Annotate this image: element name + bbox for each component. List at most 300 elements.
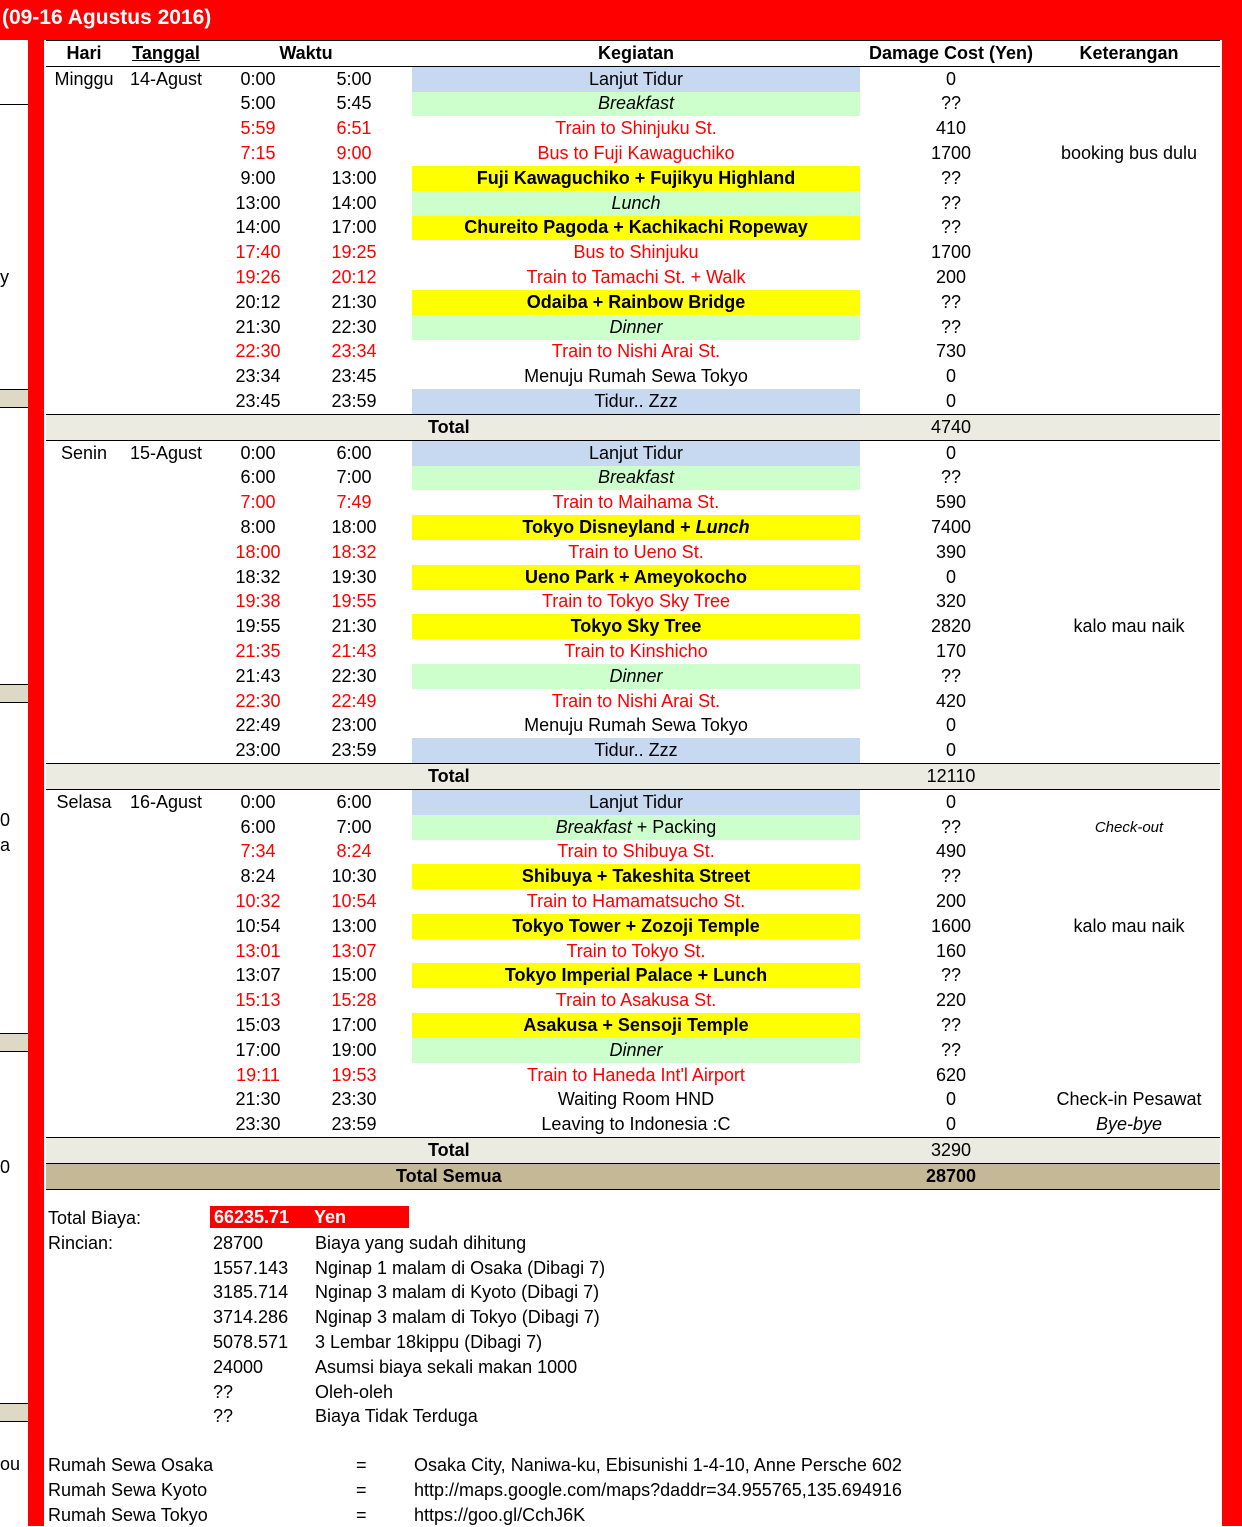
keterangan bbox=[1038, 66, 1220, 91]
activity: Breakfast bbox=[412, 92, 860, 117]
day-total-row bbox=[46, 764, 1220, 790]
day-name bbox=[46, 914, 122, 939]
day-name bbox=[46, 689, 122, 714]
damage-cost: 0 bbox=[945, 1089, 956, 1110]
schedule-row bbox=[46, 216, 1220, 241]
damage-cost: ?? bbox=[940, 665, 962, 686]
end-time: 20:12 bbox=[331, 267, 377, 288]
schedule-row bbox=[46, 265, 1220, 290]
start-time: 15:03 bbox=[235, 1014, 281, 1035]
day-date bbox=[122, 639, 210, 664]
activity bbox=[412, 515, 860, 540]
schedule-row bbox=[46, 191, 1220, 216]
address-row bbox=[48, 1478, 1218, 1503]
start-time: 5:59 bbox=[240, 118, 276, 139]
keterangan bbox=[1038, 939, 1220, 964]
end-time: 23:59 bbox=[331, 740, 377, 761]
day-date bbox=[122, 864, 210, 889]
rincian-value: ?? bbox=[213, 1406, 234, 1427]
day-date bbox=[122, 1013, 210, 1038]
end-time: 13:07 bbox=[331, 940, 377, 961]
edge-divider bbox=[0, 104, 28, 105]
keterangan: booking bus dulu bbox=[1060, 143, 1198, 164]
schedule-row bbox=[46, 914, 1220, 939]
itinerary-body bbox=[46, 66, 1220, 1189]
damage-cost: ?? bbox=[940, 965, 962, 986]
end-time: 21:30 bbox=[331, 291, 377, 312]
keterangan bbox=[1038, 738, 1220, 763]
end-time: 23:45 bbox=[331, 366, 377, 387]
day-date bbox=[122, 664, 210, 689]
day-date bbox=[122, 714, 210, 739]
keterangan bbox=[1038, 290, 1220, 315]
end-time: 23:59 bbox=[331, 1114, 377, 1135]
keterangan bbox=[1038, 1013, 1220, 1038]
rincian-row bbox=[48, 1355, 1218, 1380]
start-time: 21:35 bbox=[235, 641, 281, 662]
keterangan: kalo mau naik bbox=[1073, 616, 1185, 637]
end-time: 6:00 bbox=[336, 442, 372, 463]
spacer bbox=[402, 265, 412, 290]
day-name bbox=[46, 565, 122, 590]
activity: Train to Shinjuku St. bbox=[555, 118, 717, 139]
keterangan bbox=[1038, 364, 1220, 389]
damage-cost: ?? bbox=[940, 866, 962, 887]
grand-total-value: 28700 bbox=[864, 1163, 1038, 1189]
end-time: 23:30 bbox=[331, 1089, 377, 1110]
start-time: 19:55 bbox=[235, 616, 281, 637]
day-date bbox=[122, 389, 210, 414]
schedule-row bbox=[46, 315, 1220, 340]
cost-summary bbox=[48, 1206, 1218, 1429]
day-total-row bbox=[46, 1138, 1220, 1164]
damage-cost: 590 bbox=[935, 492, 967, 513]
day-name bbox=[46, 988, 122, 1013]
spacer bbox=[402, 290, 412, 315]
edge-text-y: y bbox=[0, 267, 9, 287]
activity: Chureito Pagoda + Kachikachi Ropeway bbox=[412, 216, 860, 241]
schedule-row bbox=[46, 738, 1220, 763]
keterangan bbox=[1038, 92, 1220, 117]
start-time: 9:00 bbox=[240, 167, 276, 188]
keterangan bbox=[1038, 515, 1220, 540]
activity: Ueno Park + Ameyokocho bbox=[412, 565, 860, 590]
start-time: 15:13 bbox=[235, 990, 281, 1011]
start-time: 17:00 bbox=[235, 1039, 281, 1060]
end-time: 19:00 bbox=[331, 1039, 377, 1060]
header-damage-cost: Damage Cost (Yen) bbox=[864, 41, 1038, 67]
spacer bbox=[402, 389, 412, 414]
keterangan bbox=[1038, 988, 1220, 1013]
schedule-row bbox=[46, 789, 1220, 814]
header-tanggal: Tanggal bbox=[122, 41, 210, 67]
end-time: 13:00 bbox=[331, 167, 377, 188]
activity: Train to Nishi Arai St. bbox=[551, 690, 721, 711]
spacer bbox=[402, 988, 412, 1013]
day-name bbox=[46, 216, 122, 241]
keterangan bbox=[1038, 389, 1220, 414]
end-time: 7:49 bbox=[336, 492, 372, 513]
day-date bbox=[122, 914, 210, 939]
address-value: Osaka City, Naniwa-ku, Ebisunishi 1-4-10, Anne Persche 602 bbox=[414, 1455, 902, 1475]
damage-cost: ?? bbox=[940, 316, 962, 337]
day-name bbox=[46, 265, 122, 290]
keterangan bbox=[1038, 864, 1220, 889]
total-biaya-value: 66235.71 bbox=[214, 1207, 290, 1227]
day-date bbox=[122, 614, 210, 639]
day-name bbox=[46, 664, 122, 689]
day-name bbox=[46, 92, 122, 117]
schedule-row bbox=[46, 639, 1220, 664]
schedule-row bbox=[46, 490, 1220, 515]
spacer bbox=[402, 1013, 412, 1038]
damage-cost: 0 bbox=[945, 68, 956, 89]
rincian-row bbox=[48, 1256, 1218, 1281]
start-time: 10:54 bbox=[235, 915, 281, 936]
schedule-row bbox=[46, 364, 1220, 389]
activity: Tokyo Tower + Zozoji Temple bbox=[412, 914, 860, 939]
end-time: 18:00 bbox=[331, 517, 377, 538]
keterangan bbox=[1038, 340, 1220, 365]
end-time: 19:25 bbox=[331, 242, 377, 263]
damage-cost: ?? bbox=[940, 192, 962, 213]
keterangan bbox=[1038, 565, 1220, 590]
start-time: 23:34 bbox=[235, 366, 281, 387]
day-name bbox=[46, 939, 122, 964]
keterangan bbox=[1038, 639, 1220, 664]
activity: Odaiba + Rainbow Bridge bbox=[412, 290, 860, 315]
schedule-row bbox=[46, 240, 1220, 265]
start-time: 22:30 bbox=[235, 341, 281, 362]
day-name bbox=[46, 515, 122, 540]
activity: Waiting Room HND bbox=[557, 1089, 715, 1110]
keterangan bbox=[1038, 963, 1220, 988]
spacer bbox=[402, 240, 412, 265]
activity: Train to Shibuya St. bbox=[557, 841, 715, 862]
damage-cost: 200 bbox=[935, 267, 967, 288]
itinerary-table bbox=[46, 40, 1220, 1190]
spacer bbox=[402, 440, 412, 465]
end-time: 13:00 bbox=[331, 915, 377, 936]
spacer bbox=[402, 1112, 412, 1137]
sheet-title: (09-16 Agustus 2016) bbox=[2, 6, 212, 29]
day-name bbox=[46, 116, 122, 141]
end-time: 10:54 bbox=[331, 890, 377, 911]
rincian-value: 5078.571 bbox=[213, 1331, 289, 1352]
damage-cost: ?? bbox=[940, 816, 962, 837]
spacer bbox=[402, 664, 412, 689]
spacer bbox=[402, 840, 412, 865]
day-name bbox=[46, 364, 122, 389]
day-date bbox=[122, 988, 210, 1013]
schedule-row bbox=[46, 1112, 1220, 1137]
day-date bbox=[122, 216, 210, 241]
activity: Train to Hamamatsucho St. bbox=[526, 890, 746, 911]
schedule-row bbox=[46, 1063, 1220, 1088]
day-name bbox=[46, 315, 122, 340]
day-name bbox=[46, 738, 122, 763]
schedule-row bbox=[46, 1087, 1220, 1112]
damage-cost: 0 bbox=[945, 566, 956, 587]
end-time: 7:00 bbox=[336, 467, 372, 488]
activity: Dinner bbox=[412, 315, 860, 340]
day-date bbox=[122, 466, 210, 491]
edge-bar bbox=[0, 1033, 28, 1052]
rincian-row bbox=[48, 1330, 1218, 1355]
activity: Train to Ueno St. bbox=[568, 541, 704, 562]
keterangan bbox=[1038, 664, 1220, 689]
activity: Train to Tamachi St. + Walk bbox=[526, 267, 746, 288]
spacer bbox=[402, 540, 412, 565]
right-red-border bbox=[1222, 40, 1242, 1526]
edge-text-ou: ou bbox=[0, 1454, 21, 1474]
start-time: 7:34 bbox=[240, 841, 276, 862]
start-time: 10:32 bbox=[235, 890, 281, 911]
spacer bbox=[402, 66, 412, 91]
activity: Tokyo Imperial Palace + Lunch bbox=[412, 963, 860, 988]
end-time: 23:59 bbox=[331, 391, 377, 412]
schedule-row bbox=[46, 66, 1220, 91]
rincian-desc: Asumsi biaya sekali makan 1000 bbox=[315, 1356, 578, 1377]
schedule-row bbox=[46, 864, 1220, 889]
activity: Lanjut Tidur bbox=[412, 440, 860, 465]
damage-cost: 1600 bbox=[930, 915, 972, 936]
start-time: 23:30 bbox=[235, 1114, 281, 1135]
left-red-border bbox=[28, 40, 44, 1526]
spacer bbox=[402, 1038, 412, 1063]
address-list bbox=[48, 1453, 1218, 1527]
end-time: 21:30 bbox=[331, 616, 377, 637]
schedule-row bbox=[46, 389, 1220, 414]
damage-cost: 1700 bbox=[930, 242, 972, 263]
day-name bbox=[46, 815, 122, 840]
start-time: 8:24 bbox=[240, 866, 276, 887]
end-time: 15:00 bbox=[331, 965, 377, 986]
day-date bbox=[122, 939, 210, 964]
start-time: 13:01 bbox=[235, 940, 281, 961]
day-name bbox=[46, 166, 122, 191]
start-time: 0:00 bbox=[240, 68, 276, 89]
start-time: 23:00 bbox=[235, 740, 281, 761]
day-name bbox=[46, 389, 122, 414]
address-equals: = bbox=[356, 1455, 367, 1475]
spacer bbox=[402, 590, 412, 615]
day-total-value: 3290 bbox=[864, 1138, 1038, 1164]
activity: Bus to Fuji Kawaguchiko bbox=[537, 143, 735, 164]
damage-cost: ?? bbox=[940, 217, 962, 238]
rincian-row bbox=[48, 1380, 1218, 1405]
activity: Asakusa + Sensoji Temple bbox=[412, 1013, 860, 1038]
day-name bbox=[46, 490, 122, 515]
rincian-value: 24000 bbox=[213, 1356, 264, 1377]
day-name bbox=[46, 1038, 122, 1063]
day-name: Senin bbox=[60, 442, 108, 463]
activity: Tidur.. Zzz bbox=[412, 738, 860, 763]
day-date bbox=[122, 290, 210, 315]
start-time: 7:15 bbox=[240, 143, 276, 164]
start-time: 5:00 bbox=[240, 93, 276, 114]
schedule-row bbox=[46, 614, 1220, 639]
damage-cost: 7400 bbox=[930, 517, 972, 538]
rincian-desc: Nginap 1 malam di Osaka (Dibagi 7) bbox=[315, 1257, 606, 1278]
schedule-row bbox=[46, 963, 1220, 988]
address-value: http://maps.google.com/maps?daddr=34.955765,135.694916 bbox=[414, 1479, 902, 1500]
day-date bbox=[122, 963, 210, 988]
schedule-row bbox=[46, 840, 1220, 865]
start-time: 21:30 bbox=[235, 1089, 281, 1110]
end-time: 19:53 bbox=[331, 1064, 377, 1085]
damage-cost: ?? bbox=[940, 291, 962, 312]
spacer bbox=[402, 889, 412, 914]
day-name bbox=[46, 466, 122, 491]
day-total-label: Total bbox=[46, 764, 864, 790]
start-time: 19:38 bbox=[235, 591, 281, 612]
day-total-label: Total bbox=[46, 414, 864, 440]
day-date: 14-Agust bbox=[129, 68, 203, 89]
start-time: 6:00 bbox=[240, 816, 276, 837]
day-total-label: Total bbox=[46, 1138, 864, 1164]
day-date bbox=[122, 738, 210, 763]
activity: Shibuya + Takeshita Street bbox=[412, 864, 860, 889]
schedule-row bbox=[46, 440, 1220, 465]
keterangan bbox=[1038, 490, 1220, 515]
day-name: Minggu bbox=[54, 68, 114, 89]
start-time: 17:40 bbox=[235, 242, 281, 263]
start-time: 6:00 bbox=[240, 467, 276, 488]
end-time: 22:30 bbox=[331, 316, 377, 337]
damage-cost: 0 bbox=[945, 740, 956, 761]
edge-bar bbox=[0, 389, 28, 408]
damage-cost: 620 bbox=[935, 1064, 967, 1085]
activity: Menuju Rumah Sewa Tokyo bbox=[524, 715, 748, 736]
header-hari: Hari bbox=[46, 41, 122, 67]
spacer bbox=[402, 1063, 412, 1088]
day-date bbox=[122, 889, 210, 914]
day-date bbox=[122, 689, 210, 714]
activity: Leaving to Indonesia :C bbox=[541, 1114, 731, 1135]
edge-text-a: a bbox=[0, 835, 11, 855]
day-total-value: 12110 bbox=[864, 764, 1038, 790]
damage-cost: 0 bbox=[945, 1114, 956, 1135]
activity bbox=[412, 815, 860, 840]
day-date bbox=[122, 1112, 210, 1137]
day-date bbox=[122, 141, 210, 166]
day-date bbox=[122, 590, 210, 615]
spacer bbox=[402, 340, 412, 365]
spacer bbox=[1038, 414, 1220, 440]
header-keterangan: Keterangan bbox=[1038, 41, 1220, 67]
rincian-label: Rincian: bbox=[48, 1232, 114, 1253]
end-time: 23:34 bbox=[331, 341, 377, 362]
rincian-list bbox=[48, 1231, 1218, 1429]
schedule-row bbox=[46, 166, 1220, 191]
damage-cost: ?? bbox=[940, 93, 962, 114]
rincian-row bbox=[48, 1305, 1218, 1330]
spacer bbox=[402, 141, 412, 166]
day-name bbox=[46, 1087, 122, 1112]
end-time: 15:28 bbox=[331, 990, 377, 1011]
day-date bbox=[122, 166, 210, 191]
damage-cost: 2820 bbox=[930, 616, 972, 637]
activity: Train to Maihama St. bbox=[552, 492, 720, 513]
day-date bbox=[122, 515, 210, 540]
activity: Bus to Shinjuku bbox=[573, 242, 699, 263]
start-time: 23:45 bbox=[235, 391, 281, 412]
damage-cost: 200 bbox=[935, 890, 967, 911]
edge-text-0: 0 bbox=[0, 810, 11, 830]
schedule-row bbox=[46, 889, 1220, 914]
spacer bbox=[402, 714, 412, 739]
day-name bbox=[46, 240, 122, 265]
start-time: 0:00 bbox=[240, 791, 276, 812]
end-time: 5:45 bbox=[336, 93, 372, 114]
activity-part: Tokyo Disneyland + bbox=[522, 517, 696, 538]
start-time: 14:00 bbox=[235, 217, 281, 238]
summary-total-row bbox=[48, 1206, 1218, 1231]
address-value: https://goo.gl/CchJ6K bbox=[414, 1504, 586, 1525]
spacer bbox=[402, 614, 412, 639]
end-time: 19:55 bbox=[331, 591, 377, 612]
keterangan bbox=[1038, 116, 1220, 141]
end-time: 5:00 bbox=[336, 68, 372, 89]
day-date bbox=[122, 116, 210, 141]
activity: Train to Haneda Int'l Airport bbox=[527, 1064, 745, 1085]
day-name bbox=[46, 141, 122, 166]
start-time: 21:30 bbox=[235, 316, 281, 337]
schedule-row bbox=[46, 540, 1220, 565]
damage-cost: 410 bbox=[935, 118, 967, 139]
schedule-row bbox=[46, 116, 1220, 141]
address-row bbox=[48, 1453, 1218, 1478]
schedule-row bbox=[46, 515, 1220, 540]
spacer bbox=[402, 1087, 412, 1112]
activity: Lanjut Tidur bbox=[412, 66, 860, 91]
start-time: 0:00 bbox=[240, 442, 276, 463]
spacer bbox=[402, 315, 412, 340]
spacer bbox=[1038, 1163, 1220, 1189]
keterangan: Check-in Pesawat bbox=[1056, 1089, 1202, 1110]
end-time: 17:00 bbox=[331, 1014, 377, 1035]
day-name bbox=[46, 614, 122, 639]
day-name bbox=[46, 639, 122, 664]
activity: Lanjut Tidur bbox=[412, 789, 860, 814]
schedule-row bbox=[46, 565, 1220, 590]
damage-cost: 0 bbox=[945, 366, 956, 387]
schedule-row bbox=[46, 815, 1220, 840]
rincian-row bbox=[48, 1280, 1218, 1305]
activity: Menuju Rumah Sewa Tokyo bbox=[524, 366, 748, 387]
keterangan bbox=[1038, 1063, 1220, 1088]
total-biaya-unit: Yen bbox=[314, 1207, 347, 1227]
start-time: 13:07 bbox=[235, 965, 281, 986]
activity: Dinner bbox=[412, 664, 860, 689]
total-biaya-label: Total Biaya: bbox=[48, 1208, 142, 1228]
spacer bbox=[402, 191, 412, 216]
schedule-row bbox=[46, 664, 1220, 689]
start-time: 8:00 bbox=[240, 517, 276, 538]
header-row bbox=[46, 41, 1220, 67]
start-time: 19:26 bbox=[235, 267, 281, 288]
address-row bbox=[48, 1503, 1218, 1527]
day-date bbox=[122, 815, 210, 840]
spacer bbox=[402, 490, 412, 515]
day-name bbox=[46, 1063, 122, 1088]
day-total-row bbox=[46, 414, 1220, 440]
end-time: 6:51 bbox=[336, 118, 372, 139]
day-name bbox=[46, 714, 122, 739]
activity: Lunch bbox=[412, 191, 860, 216]
activity-part: Breakfast bbox=[555, 816, 632, 837]
